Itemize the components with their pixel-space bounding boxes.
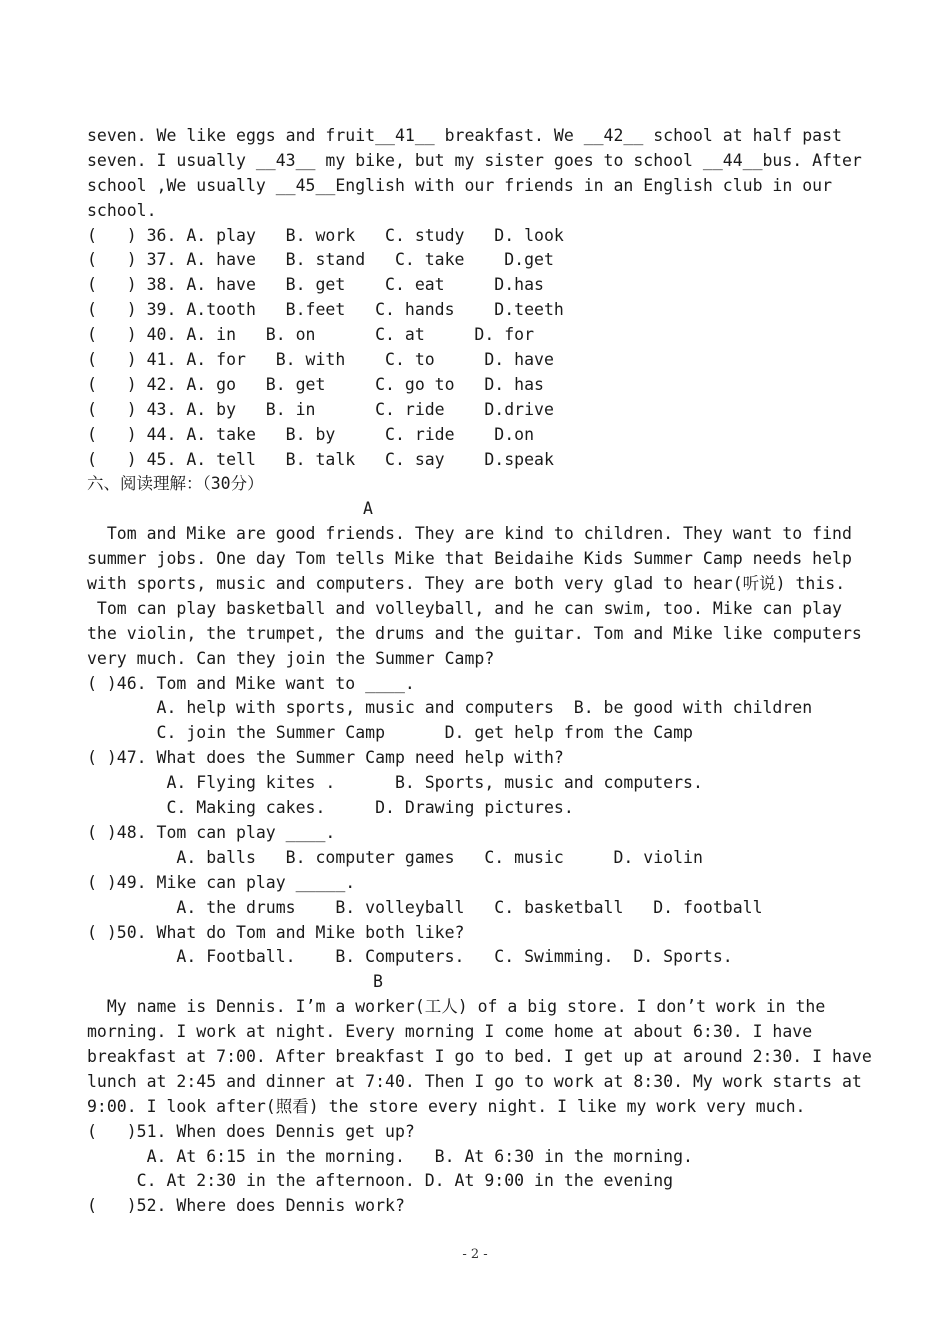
- text-line: seven. I usually __43__ my bike, but my sister goes to school __44__bus. After: [87, 150, 862, 170]
- question-line: ( )52. Where does Dennis work?: [87, 1196, 405, 1216]
- question-45: ( ) 45. A. tell B. talk C. say D.speak: [87, 449, 554, 469]
- text-line: Tom and Mike are good friends. They are kind to children. They want to find: [87, 524, 852, 544]
- option-line: A. Football. B. Computers. C. Swimming. D. Sports.: [87, 947, 733, 967]
- passage-intro: [87, 124, 867, 224]
- cloze-questions: [87, 224, 867, 473]
- text-line: 9:00. I look after(照看) the store every night. I like my work very much.: [87, 1096, 806, 1116]
- text-line: morning. I work at night. Every morning I come home at about 6:30. I have: [87, 1022, 813, 1042]
- text-line: school ,We usually __45__English with our friends in an English club in our: [87, 175, 833, 195]
- section-title: 六、阅读理解：（30分）: [87, 474, 264, 494]
- question-40: ( ) 40. A. in B. on C. at D. for: [87, 325, 535, 345]
- text-line: with sports, music and computers. They are both very glad to hear(听说) this.: [87, 574, 846, 594]
- question-line: ( )50. What do Tom and Mike both like?: [87, 922, 465, 942]
- text-line: Tom can play basketball and volleyball, and he can swim, too. Mike can play: [87, 598, 842, 618]
- text-line: seven. We like eggs and fruit__41__ breakfast. We __42__ school at half past: [87, 126, 842, 145]
- option-line: A. At 6:15 in the morning. B. At 6:30 in the morning.: [87, 1146, 693, 1166]
- option-line: C. Making cakes. D. Drawing pictures.: [87, 798, 574, 818]
- option-line: A. the drums B. volleyball C. basketball D. football: [87, 897, 763, 917]
- question-line: ( )48. Tom can play ____.: [87, 822, 336, 842]
- question-line: ( )49. Mike can play _____.: [87, 872, 356, 892]
- page-number: - 2 -: [462, 1247, 488, 1262]
- passage-label: B: [373, 972, 383, 992]
- passage-b: [87, 970, 872, 1219]
- text-line: lunch at 2:45 and dinner at 7:40. Then I go to work at 8:30. My work starts at: [87, 1071, 862, 1091]
- question-36: ( ) 36. A. play B. work C. study D. look: [87, 225, 564, 245]
- question-37: ( ) 37. A. have B. stand C. take D.get: [87, 250, 554, 270]
- passage-label: A: [363, 499, 373, 519]
- option-line: A. balls B. computer games C. music D. violin: [87, 847, 703, 867]
- text-line: school.: [87, 200, 157, 220]
- option-line: A. help with sports, music and computers B. be good with children: [87, 698, 813, 718]
- question-38: ( ) 38. A. have B. get C. eat D.has: [87, 275, 544, 295]
- question-41: ( ) 41. A. for B. with C. to D. have: [87, 350, 554, 370]
- passage-a: [87, 497, 867, 970]
- text-line: very much. Can they join the Summer Camp?: [87, 648, 495, 668]
- text-line: the violin, the trumpet, the drums and the guitar. Tom and Mike like computers: [87, 623, 862, 643]
- question-43: ( ) 43. A. by B. in C. ride D.drive: [87, 399, 554, 419]
- option-line: C. At 2:30 in the afternoon. D. At 9:00 in the evening: [87, 1171, 674, 1191]
- text-line: summer jobs. One day Tom tells Mike that Beidaihe Kids Summer Camp needs help: [87, 549, 852, 569]
- text-line: breakfast at 7:00. After breakfast I go to bed. I get up at around 2:30. I have: [87, 1046, 872, 1066]
- question-line: ( )46. Tom and Mike want to ____.: [87, 673, 415, 693]
- question-42: ( ) 42. A. go B. get C. go to D. has: [87, 374, 544, 394]
- question-line: ( )51. When does Dennis get up?: [87, 1121, 415, 1141]
- question-39: ( ) 39. A.tooth B.feet C. hands D.teeth: [87, 300, 564, 320]
- question-line: ( )47. What does the Summer Camp need help with?: [87, 748, 564, 768]
- page-content: [87, 124, 872, 1219]
- question-44: ( ) 44. A. take B. by C. ride D.on: [87, 424, 535, 444]
- option-line: A. Flying kites . B. Sports, music and computers.: [87, 773, 703, 793]
- text-line: My name is Dennis. I’m a worker(工人) of a big store. I don’t work in the: [87, 997, 826, 1017]
- option-line: C. join the Summer Camp D. get help from the Camp: [87, 723, 693, 743]
